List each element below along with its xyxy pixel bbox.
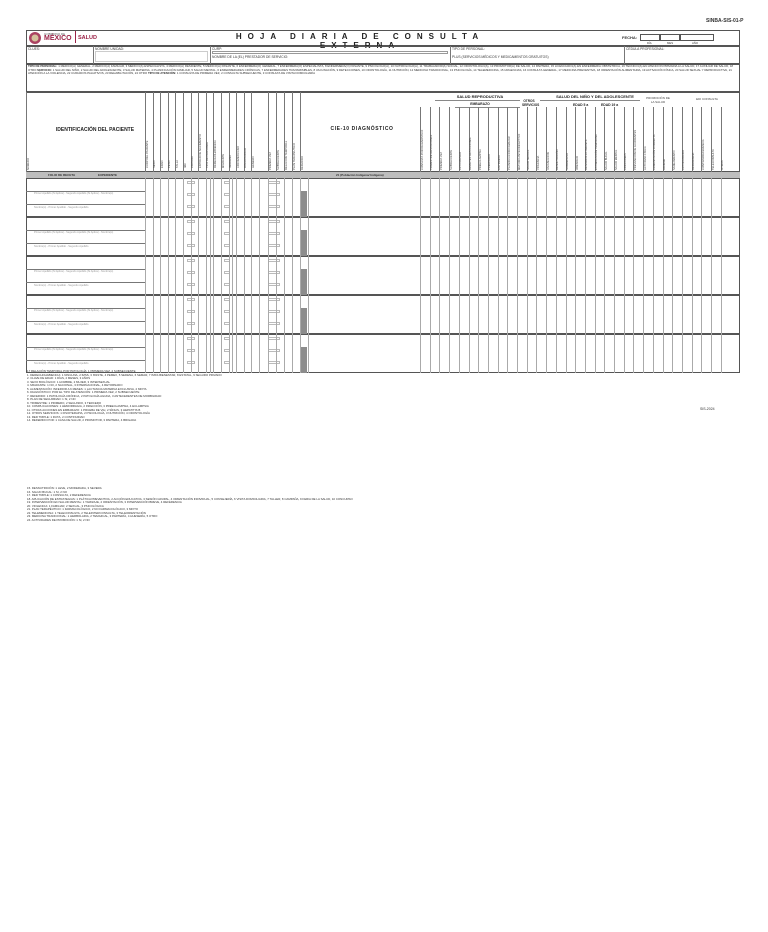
clues-label: CLUES: (28, 47, 40, 51)
footnote: 15. DESNUTRICIÓN: 1 LEVE, 2 MODERADA, 3 SEVERA (27, 486, 102, 490)
column-label: RELACIÓN TEMPORAL (284, 140, 288, 170)
embarazo-header: EMBARAZO (470, 102, 490, 106)
cell-input[interactable] (268, 181, 280, 184)
shaded-cell (301, 230, 307, 256)
column-label: TELECONSULTA (711, 149, 715, 170)
otros-servicios-header: OTROS SERVICIOS (522, 99, 540, 107)
shaded-cell (301, 269, 307, 295)
column-label: ALIMENTACIÓN CORRECTA (653, 134, 657, 170)
cie10-header: CIE-10 DIAGNÓSTICO (330, 126, 394, 132)
footnote: 6. DIAGNÓSTICO: POR EL TIPO DE ATENCIÓN: 1 PRIMERA VEZ, 2 SUBSECUENTE (27, 390, 140, 394)
salud-nino-header: SALUD DEL NIÑO Y DEL ADOLESCENTE (556, 94, 634, 99)
row-placeholder: Nombre(s) - Primer Apellido - Segundo Apellido (34, 245, 89, 248)
cell-input[interactable] (268, 283, 280, 286)
footnote: 8. PLAN DE SEGURIDAD: 1 SI, 2 NO (27, 397, 76, 401)
cell-input[interactable] (268, 205, 280, 208)
page-title: HOJA DIARIA DE CONSULTA EXTERNA (235, 32, 485, 50)
footnote: 24. ACTIVIDADES DE PROMOCIÓN: 1 SI, 2 NO (27, 517, 90, 522)
cedula-label: CÉDULA PROFESIONAL: (626, 47, 665, 51)
row-placeholder: Primer Apellido (Si Aplica) - Segundo Apellido (Si Aplica) - Nombre(s) (34, 270, 114, 273)
cell-input[interactable] (268, 298, 280, 301)
footnote: 23. MEDICINA TRADICIONAL: 1 HERBOLARIA, 2 TEMAZCAL, 3 PARTERÍA, 4 HUESERÍA, 5 OTRO (27, 514, 158, 518)
column-label: INDÍGENA (229, 155, 233, 168)
footnote: 9. TRIMESTRE: 1 PRIMERO, 2 SEGUNDO, 3 TERCERO (27, 400, 102, 405)
instructions-text: TIPO DE PERSONAL: 1 MÉDICO(A) GENERAL, 2 MÉDICO(A) FAMILIAR, 3 MÉDICO(A) ESPECIALISTA, 4 MÉDICO(A) RESIDENTE, 5 MÉDICO(A) PASANTE, 6 ENFERMERA(O) GENERAL, 7 ENFERMERA(O) ESPECIALISTA, 8 ENFERMERA(O) PASANTE, 9 PSICÓLOGO(A), 10 NUTRIÓLOGO(A), 11 TRABAJADOR(A) SOCIAL, 12 ODONTÓLOGO(A), 13 PROMOTOR(A) DE SALUD, 14 PARTERA, 15 LICENCIADO(A) EN ENFERMERÍA OBSTÉTRICA, 16 TÉCNICO(A) EN ATENCIÓN PRIMARIA A LA SALUD, 17 AUXILIAR DE SALUD, 18 OTRO SERVICIO: 1 SALUD DEL NIÑO, 2 SALUD DEL ADOLESCENTE, 3 SALUD MATERNA, 4 PLANIFICACIÓN FAMILIAR, 5 SALUD MENTAL, 6 ENFERMEDADES CRÓNICAS, 7 ENFERMEDADES TRANSMISIBLES, 8 VACUNACIÓN, 9 DETECCIONES, 10 ODONTOLOGÍA, 11 NUTRICIÓN, 12 MEDICINA TRADICIONAL, 13 PSICOLOGÍA, 14 TELEMEDICINA, 15 URGENCIAS, 16 CONSULTA GENERAL, 17 MEDICINA PREVENTIVA, 18 ORIENTACIÓN ALIMENTARIA, 19 ACTIVACIÓN FÍSICA, 20 SALUD SEXUAL Y REPRODUCTIVA, 21 ATENCIÓN A LA VIOLENCIA, 22 CUIDADOS PALIATIVOS, 23 REHABILITACIÓN, 24 OTRO TIPO DE ATENCIÓN: 1 CONSULTA DE PRIMERA VEZ, 2 CONSULTA SUBSECUENTE, 3 CONSULTA DE VISITA DOMICILIARIA (28, 64, 734, 75)
column-label: METODO ANTICONCEPTIVO (517, 133, 521, 170)
column-label: OTROS (721, 160, 725, 170)
column-label: REFERIDO (300, 156, 304, 170)
column-label: PUERPERIO (488, 154, 492, 170)
fecha-anio[interactable] (680, 34, 714, 41)
column-label: PRIMERA VEZ (439, 151, 443, 170)
column-label: DERECHOHABIENCIA (213, 140, 217, 168)
page-code: SIS-2024 (700, 407, 715, 411)
footnotes-a (27, 370, 267, 423)
column-label: ACTIVIDAD FÍSICA (643, 146, 647, 170)
cell-input[interactable] (268, 232, 280, 235)
curp-input[interactable] (212, 51, 448, 54)
cell-input[interactable] (268, 337, 280, 340)
row-placeholder: Primer Apellido (Si Aplica) - Segundo Apellido (Si Aplica) - Nombre(s) (34, 192, 114, 195)
column-label: AFROMEXICANO (236, 146, 240, 168)
shaded-cell (301, 308, 307, 334)
row-placeholder: Nombre(s) - Primer Apellido - Segundo Apellido (34, 362, 89, 365)
footnote: 4. MIGRANTE: 1 NO, 2 NACIONAL, 3 INTERNACIONAL, 4 RETORNADO (27, 383, 123, 387)
column-label: DISCAPACIDAD (244, 148, 248, 168)
column-label: CONTRARREFERENCIA (701, 139, 705, 170)
cie-text: 21 (Población Indígena/ Indígena) (336, 173, 384, 177)
shaded-cell (301, 191, 307, 217)
column-label: CURP DEL PACIENTE (145, 140, 149, 168)
cell-input[interactable] (268, 310, 280, 313)
unidad-input[interactable] (95, 51, 208, 62)
emblem-icon (28, 31, 42, 45)
column-label: LACTANCIA (498, 155, 502, 170)
column-label: PREVENCIÓN DE ACCIDENTES (633, 129, 637, 170)
column-label: VACUNACIÓN (546, 152, 550, 170)
footnote: 5. ALIMENTACIÓN: INFERIOR A 6 MESES: 1 LACTANCIA MATERNA EXCLUSIVA, 2 MIXTA (27, 386, 147, 391)
column-label: PESO (168, 160, 172, 168)
column-label: SALUD BUCAL (604, 151, 608, 170)
footnote: 17 RELACIÓN TEMPORAL POR PATOLOGÍA: 1 PRIMERA VEZ, 2 SUBSECUENTE (27, 369, 136, 373)
footnote: 18. APLICACIÓN DE ESTRATEGIAS: 1 PLÁTICA PREVENTIVA, 2 ACCIÓN EDUCATIVA, 3 SESIÓN GRUPAL, 4 ORIENTACIÓN INDIVIDUAL, 5 CONSEJERÍA, 6 VISITA DOMICILIARIA, 7 TALLER, 8 CAMPAÑA, 9 FERIA DE LA SALUD, 10 CONCURSO (27, 496, 353, 501)
fecha-dia-label: DÍA (647, 41, 652, 45)
column-label: PLANIFICACIÓN FAMILIAR (507, 136, 511, 170)
column-label: SOBREPESO (566, 153, 569, 170)
form-code: SINBA-SIS-01-P (706, 18, 744, 24)
column-label: DESARROLLO INFANTIL (585, 139, 589, 170)
logo-gob: GOBIERNO DE (44, 32, 66, 36)
column-label: ENTIDAD DE NACIMIENTO (198, 134, 202, 168)
column-label: MIGRANTE (221, 153, 225, 168)
edad-5-header: EDAD 5 a (573, 103, 589, 107)
column-label: CONSULTA POR DIAGNÓSTICO (420, 129, 424, 170)
column-label: DESNUTRICIÓN (556, 149, 560, 170)
cell-input[interactable] (268, 259, 280, 262)
row-placeholder: Nombre(s) - Primer Apellido - Segundo Apellido (34, 284, 89, 287)
column-label: TALLA (175, 159, 179, 168)
logo-mexico: MÉXICO (44, 35, 72, 42)
footnotes-b (27, 487, 727, 522)
patient-header: IDENTIFICACIÓN DEL PACIENTE (55, 127, 135, 133)
footnote: 22. TELEMEDICINA: 1 TELECONSULTA, 2 TELEINTERCONSULTA, 3 TELEORIENTACIÓN (27, 510, 146, 515)
cell-input[interactable] (268, 220, 280, 223)
footnote: 2. CLAVE DE EDAD: 1 DÍAS, 2 MESES, 3 AÑOS (27, 376, 91, 380)
column-label: PRIMERA VEZ (268, 151, 272, 170)
row-placeholder: Nombre(s) - Primer Apellido - Segundo Apellido (34, 206, 89, 209)
cell-input[interactable] (268, 349, 280, 352)
column-label: TRIMESTRE GESTACIONAL (430, 134, 434, 170)
plus-label: PLUS (SERVICIOS MÉDICOS Y MEDICAMENTOS GRATUITOS) (452, 55, 549, 59)
footnote: 20. VIOLENCIA: 1 FAMILIAR, 2 SEXUAL, 3 PSICOLÓGICA (27, 503, 104, 508)
curp-label: CURP: (212, 47, 223, 51)
folio-receta-header: FOLIO DE RECETA (48, 173, 76, 177)
footnote: 21. PLAN TERAPÉUTICO: 1 FARMACOLÓGICO, 2 NO FARMACOLÓGICO, 3 MIXTO (27, 507, 139, 511)
expediente-header: EXPEDIENTE (98, 173, 118, 177)
column-label: NÚMERO (26, 158, 30, 170)
promocion-header: PROMOCIÓN DE LA SALUD (646, 96, 670, 104)
footnote: 3. SEXO BIOLÓGICO: 1 HOMBRE, 2 MUJER, 3 INTERSEXUAL (27, 379, 111, 384)
row-placeholder: Primer Apellido (Si Aplica) - Segundo Apellido (Si Aplica) - Nombre(s) (34, 231, 114, 234)
column-label: VIOLENCIA (536, 155, 540, 170)
column-label: REFERENCIA (692, 152, 696, 170)
fecha-dia[interactable] (640, 34, 660, 41)
column-label: SANEAMIENTO (672, 150, 676, 170)
row-placeholder: Primer Apellido (Si Aplica) - Segundo Apellido (Si Aplica) - Nombre(s) (34, 348, 114, 351)
logo-salud: SALUD (78, 35, 97, 41)
column-label: SEXO (153, 160, 157, 168)
shaded-cell (301, 347, 307, 373)
column-label: CINTURA (191, 156, 195, 168)
footnote: 10. COMPLICACIONES: 1 HEMORRAGIA, 2 INFECCIÓN, 3 PREECLAMPSIA, 4 ECLAMPSIA (27, 404, 149, 408)
prestador-label: NOMBRE DE LA (EL) PRESTADOR DE SERVICIO: (212, 55, 289, 59)
column-label: SALUD SEXUAL (527, 149, 531, 170)
cell-input[interactable] (268, 193, 280, 196)
row-placeholder: Nombre(s) - Primer Apellido - Segundo Apellido (34, 323, 89, 326)
edi-header: EDI CONSULTA (696, 97, 718, 101)
column-label: SUBSECUENTE (449, 149, 453, 170)
column-label: SALUD MENTAL (614, 149, 618, 170)
column-label: IMC (183, 163, 187, 168)
footnote: 14. REFERIDO POR: 1 CASA DE SALUD, 2 PROMOTOR, 3 PARTERA, 4 BRIGADA (27, 418, 137, 422)
tipo-personal-label: TIPO DE PERSONAL: (452, 47, 485, 51)
column-label: EDAD (160, 160, 164, 168)
footnote: 13. RED TRIPLE: 1 RUTA, 2 CONTINUIDAD (27, 414, 85, 419)
cell-input[interactable] (268, 361, 280, 364)
fecha-label: FECHA: (622, 35, 638, 40)
column-label: OBESIDAD (575, 156, 579, 170)
fecha-anio-label: AÑO (692, 41, 699, 45)
footnote: 17. RED TRIPLE: 1 CONSULTA, 2 REFERENCIA (27, 493, 91, 497)
column-label: GÉNERO (251, 156, 255, 168)
fecha-mes[interactable] (660, 34, 680, 41)
column-label: TIPO DE PERSONAL (206, 141, 210, 168)
unidad-label: NOMBRE UNIDAD: (95, 47, 124, 51)
row-placeholder: Primer Apellido (Si Aplica) - Segundo Apellido (Si Aplica) - Nombre(s) (34, 309, 114, 312)
column-label: ESTIMULACIÓN TEMPRANA (595, 134, 599, 170)
footnote: 1. DERECHOHABIENCIA: 1 NINGUNA, 2 IMSS, 3 ISSSTE, 4 PEMEX, 5 SEDENA, 6 SEMAR, 7 IMSS BIENESTAR, 8 ESTATAL, 9 SEGURO PRIVADO (27, 372, 222, 377)
cell-input[interactable] (268, 244, 280, 247)
footnote: 11. OTRAS ACCIONES EN EMBARAZO: 1 PRUEBA DE VIH, 2 SÍFILIS, 3 HEPATITIS B (27, 407, 141, 412)
column-label: DIABETES GESTACIONAL (469, 137, 472, 170)
column-label: SUBSECUENTE (276, 149, 280, 170)
cell-input[interactable] (268, 271, 280, 274)
column-label: ADICCIONES (624, 153, 628, 170)
footnote: 7. REFERIDO: 1 PATOLOGÍA CRÓNICA, 2 PATOLOGÍA AGUDA, 3 ANTECEDENTES DE MORBILIDAD (27, 393, 162, 398)
logo (28, 31, 100, 45)
fecha-mes-label: MES (667, 41, 674, 45)
column-label: PREECLAMPSIA (478, 149, 482, 170)
column-label: ALTO RIESGO (459, 152, 463, 170)
edad-19-header: EDAD 19 a (601, 103, 619, 107)
footnote: 16. SALUD BUCAL: 1 SI, 2 NO (27, 489, 68, 494)
column-label: HIGIENE (663, 158, 666, 170)
footnote: 12. OTROS SERVICIOS: 1 FISIOTERAPIA, 2 PSICOLOGÍA, 3 NUTRICIÓN, 4 ODONTOLOGÍA (27, 411, 150, 415)
column-label: AUTOCUIDADO (682, 150, 686, 170)
column-label: PLAN TERAPÉUTICO (292, 143, 296, 170)
footnote: 19. INTERVENCIÓN EN SALUD MENTAL: 1 TAMIZAJE, 2 ORIENTACIÓN, 3 INTERVENCIÓN BREVE, 4 REFERENCIA (27, 500, 182, 504)
salud-reproductiva-header: SALUD REPRODUCTIVA (456, 94, 504, 99)
cell-input[interactable] (268, 322, 280, 325)
